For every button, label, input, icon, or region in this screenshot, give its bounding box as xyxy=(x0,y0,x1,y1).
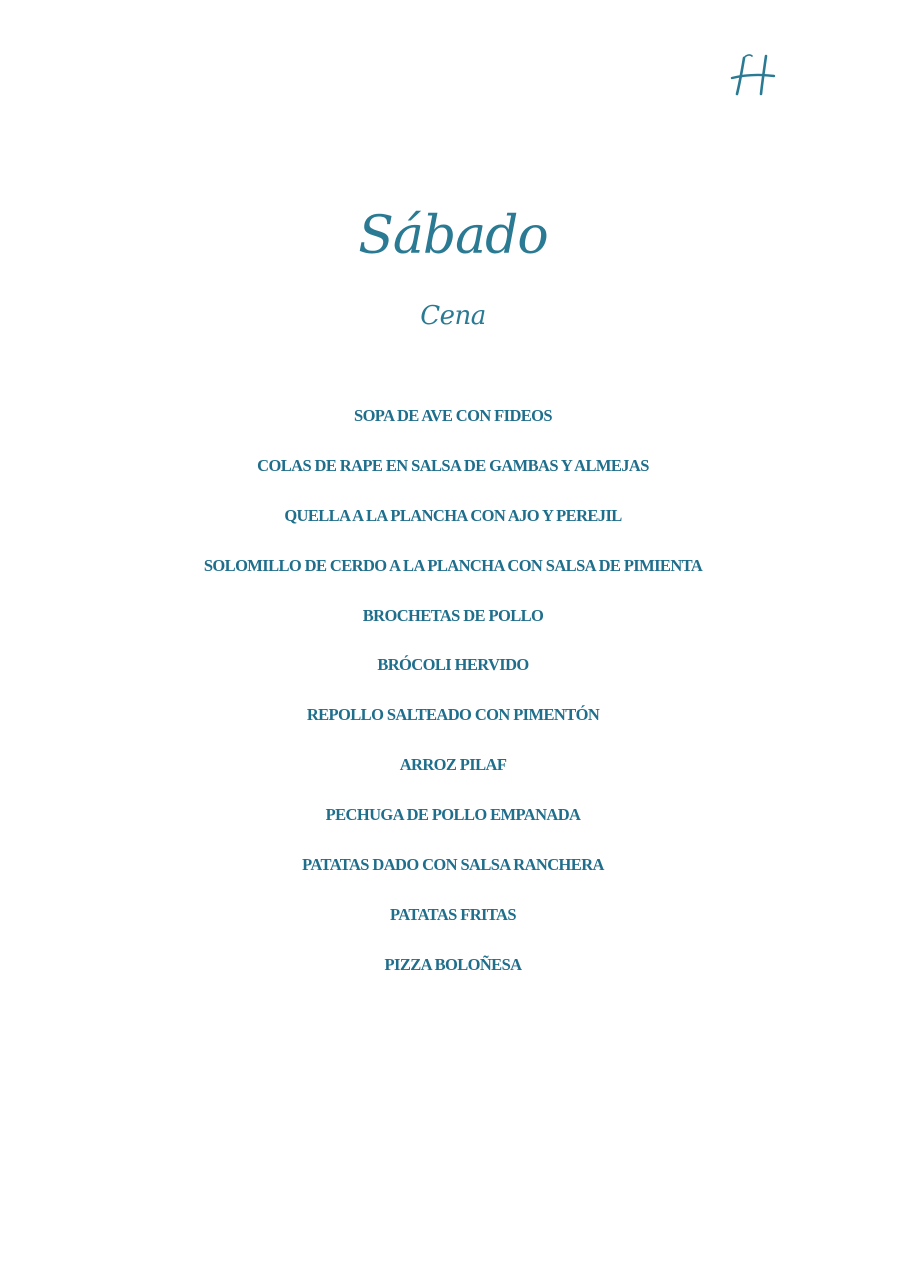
meal-subtitle: Cena xyxy=(420,301,486,331)
menu-item: BROCHETAS DE POLLO xyxy=(362,605,544,625)
menu-item: SOLOMILLO DE CERDO A LA PLANCHA CON SALSA DE PIMIENTA xyxy=(203,555,703,575)
menu-item: PIZZA BOLOÑESA xyxy=(384,954,522,974)
menu-item: SOPA DE AVE CON FIDEOS xyxy=(354,406,552,425)
menu-item: REPOLLO SALTEADO CON PIMENTÓN xyxy=(306,705,600,725)
menu-item: QUELLA A LA PLANCHA CON AJO Y PEREJIL xyxy=(284,505,622,525)
menu-item: BRÓCOLI HERVIDO xyxy=(377,655,529,675)
menu-item: PATATAS FRITAS xyxy=(390,904,516,924)
menu-list xyxy=(0,402,906,1001)
menu-item: COLAS DE RAPE EN SALSA DE GAMBAS Y ALMEJAS xyxy=(257,455,649,475)
menu-item: PATATAS DADO CON SALSA RANCHERA xyxy=(302,855,604,875)
h-monogram-logo-icon xyxy=(728,48,784,104)
menu-item: PECHUGA DE POLLO EMPANADA xyxy=(325,805,581,825)
menu-item: ARROZ PILAF xyxy=(399,755,507,775)
page-title: Sábado xyxy=(358,206,548,266)
